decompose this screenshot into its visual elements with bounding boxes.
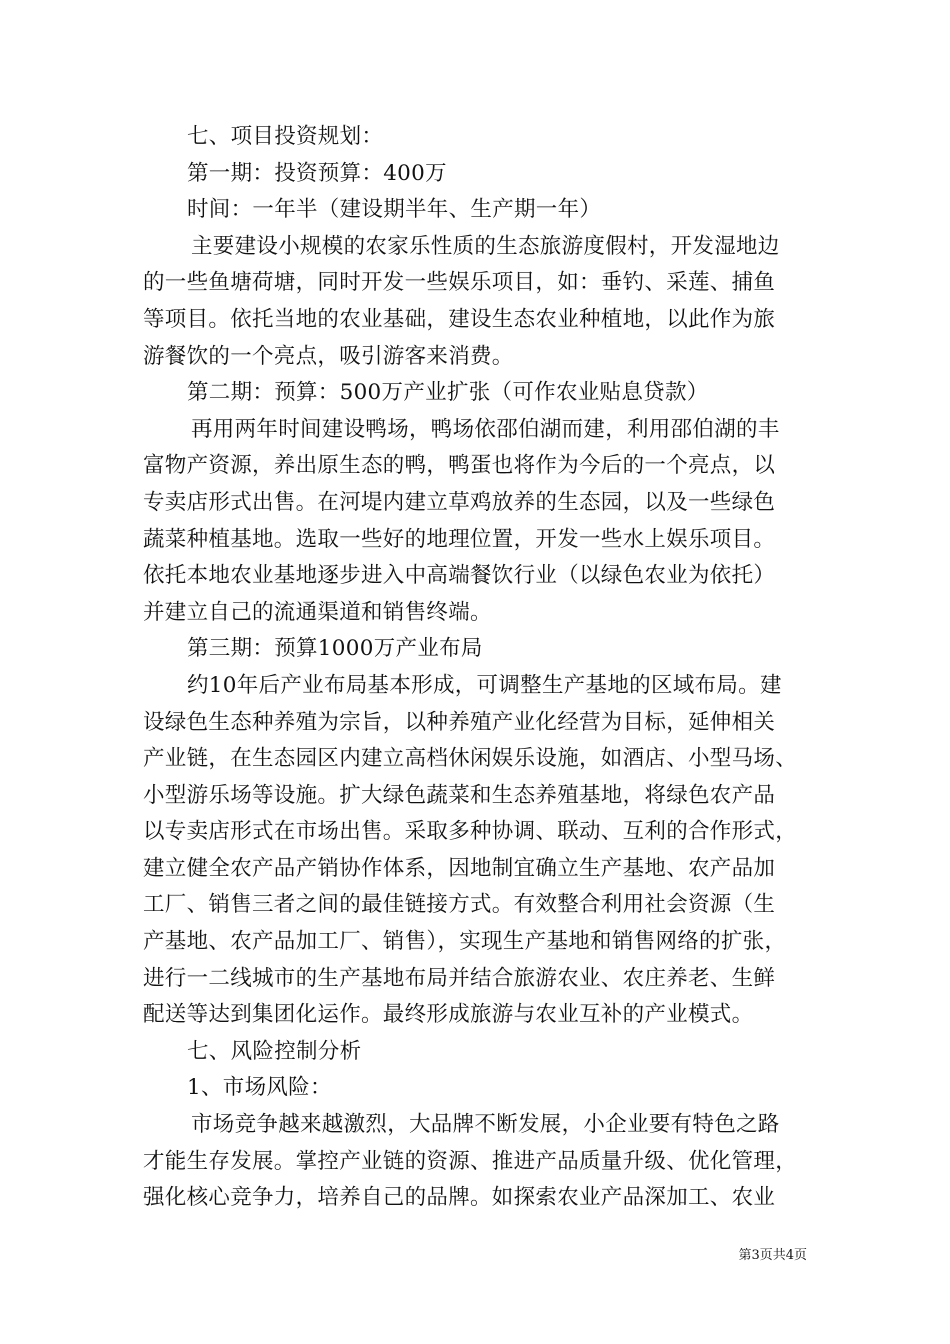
paragraph-line: 强化核心竞争力，培养自己的品牌。如探索农业产品深加工、农业	[143, 1185, 776, 1211]
paragraph-line: 市场竞争越来越激烈，大品牌不断发展，小企业要有特色之路	[191, 1112, 780, 1138]
paragraph-line: 建立健全农产品产销协作体系，因地制宜确立生产基地、农产品加	[143, 855, 776, 881]
paragraph-line: 小型游乐场等设施。扩大绿色蔬菜和生态养殖基地，将绿色农产品	[143, 782, 776, 808]
paragraph-line: 工厂、销售三者之间的最佳链接方式。有效整合利用社会资源（生	[143, 892, 776, 918]
phase-one-heading: 第一期：投资预算：400万	[187, 160, 447, 186]
phase-one-time: 时间：一年半（建设期半年、生产期一年）	[187, 197, 602, 223]
paragraph-line: 富物产资源，养出原生态的鸭，鸭蛋也将作为今后的一个亮点，以	[143, 453, 776, 479]
paragraph-line: 设绿色生态种养殖为宗旨，以种养殖产业化经营为目标，延伸相关	[143, 709, 776, 735]
paragraph-line: 再用两年时间建设鸭场，鸭场依邵伯湖而建，利用邵伯湖的丰	[191, 416, 780, 442]
paragraph-line: 并建立自己的流通渠道和销售终端。	[143, 599, 492, 625]
paragraph-line: 约10年后产业布局基本形成，可调整生产基地的区域布局。建	[187, 672, 782, 698]
paragraph-line: 等项目。依托当地的农业基础，建设生态农业种植地，以此作为旅	[143, 306, 776, 332]
paragraph-line: 专卖店形式出售。在河堤内建立草鸡放养的生态园，以及一些绿色	[143, 489, 776, 515]
section-heading-investment-plan: 七、项目投资规划：	[187, 124, 384, 149]
paragraph-line: 进行一二线城市的生产基地布局并结合旅游农业、农庄养老、生鲜	[143, 965, 776, 991]
paragraph-line: 的一些鱼塘荷塘，同时开发一些娱乐项目，如：垂钓、采莲、捕鱼	[143, 270, 776, 296]
paragraph-line: 产基地、农产品加工厂、销售），实现生产基地和销售网络的扩张，	[143, 929, 787, 955]
paragraph-line: 以专卖店形式在市场出售。采取多种协调、联动、互利的合作形式，	[143, 819, 798, 845]
paragraph-line: 蔬菜种植基地。选取一些好的地理位置，开发一些水上娱乐项目。	[143, 526, 776, 552]
phase-three-heading: 第三期：预算1000万产业布局	[187, 636, 483, 662]
paragraph-line: 配送等达到集团化运作。最终形成旅游与农业互补的产业模式。	[143, 1002, 754, 1028]
subheading-market-risk: 1、市场风险：	[187, 1075, 332, 1101]
page-number: 第3页共4页	[738, 1248, 807, 1263]
phase-two-heading: 第二期：预算：500万产业扩张（可作农业贴息贷款）	[187, 380, 709, 406]
section-heading-risk-control: 七、风险控制分析	[187, 1038, 362, 1064]
paragraph-line: 才能生存发展。掌控产业链的资源、推进产品质量升级、优化管理，	[143, 1148, 798, 1174]
paragraph-line: 产业链，在生态园区内建立高档休闲娱乐设施，如酒店、小型马场、	[143, 746, 798, 772]
paragraph-line: 游餐饮的一个亮点，吸引游客来消费。	[143, 343, 514, 369]
paragraph-line: 主要建设小规模的农家乐性质的生态旅游度假村，开发湿地边	[191, 233, 780, 259]
document-body	[143, 119, 827, 1217]
paragraph-line: 依托本地农业基地逐步进入中高端餐饮行业（以绿色农业为依托）	[143, 563, 776, 589]
